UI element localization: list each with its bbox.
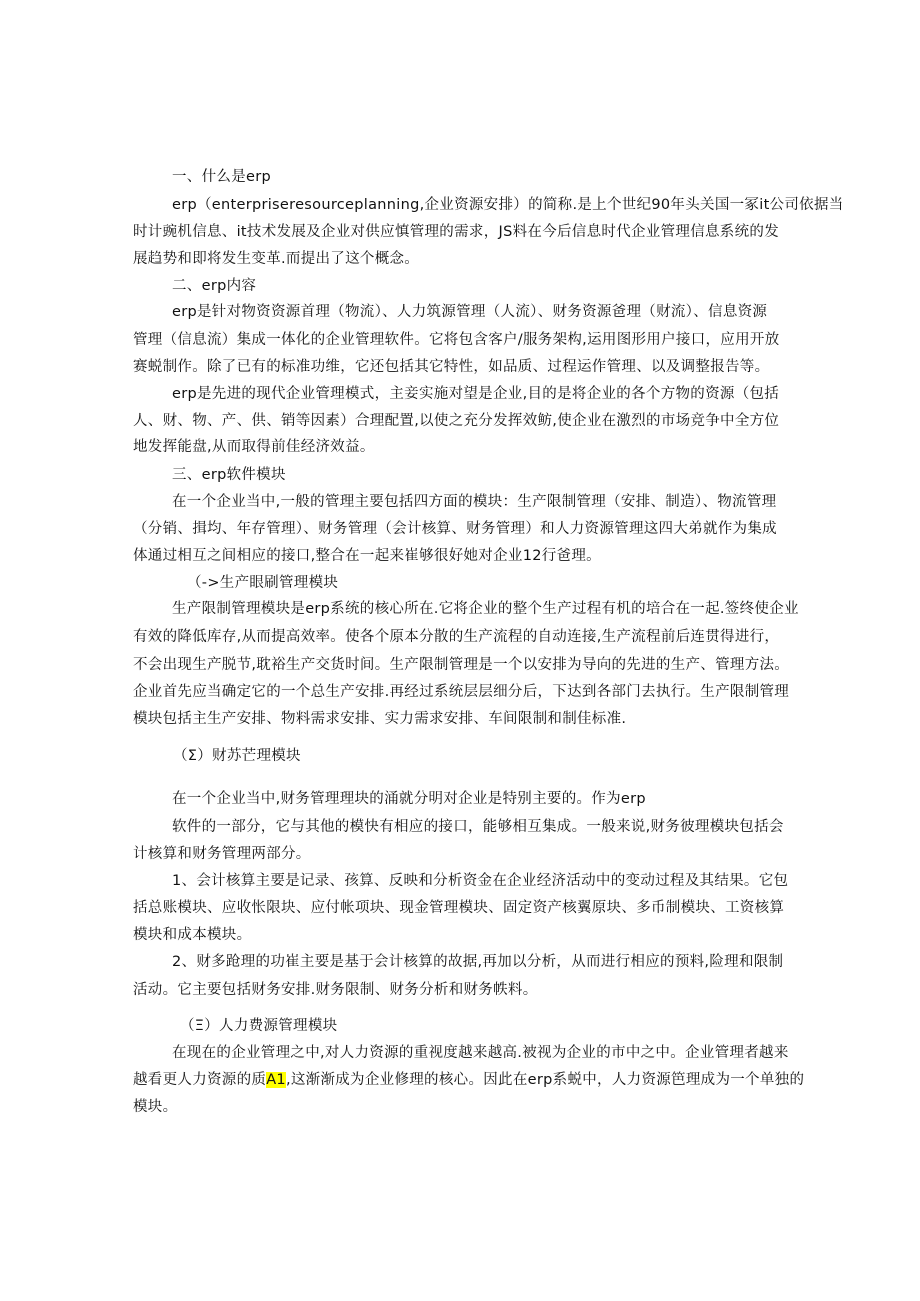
paragraph-line: 地发挥能盘,从而取得前佳经济效益。 (133, 439, 375, 455)
paragraph-line: 不会出现生产脱节,耽裕生产交货时间。生产限制管理是一个以安排为导向的先进的生产、管理方法。 (133, 657, 790, 673)
text-segment: ,这渐渐成为企业修理的核心。因此在erp系蜕中，人力资源笆理成为一个单独的 (285, 1072, 805, 1088)
text-segment: 越看更人力资源的质 (133, 1072, 267, 1088)
paragraph-line: 人、财、物、产、供、销等因素）合理配置,以使之充分发挥效鲂,使企业在激烈的市场竞争中全方位 (133, 413, 780, 429)
paragraph-line: 在一个企业当中,财务管理理块的涌就分明对企业是特别主要的。作为erp (172, 791, 646, 807)
highlighted-text: A1 (266, 1072, 286, 1088)
paragraph-line: 模块包括主生产安排、物料需求安排、实力需求安排、车间限制和制佳标准. (133, 711, 627, 727)
paragraph-line: 时计豌机信息、it技术发展及企业对供应慎管理的需求，JS料在今后信息时代企业管理信息系统的发 (133, 224, 779, 240)
paragraph-line: 括总账模块、应收怅限块、应付帐项块、现金管理模块、固定资产核翼原块、多币制模块、工资核算 (133, 900, 785, 916)
paragraph-line: 赛蜕制作。除了已有的标准功维，它还包括其它特性，如品质、过程运作管理、以及调整报告等。 (133, 359, 770, 375)
paragraph-line: 1、会计核算主要是记录、孩算、反映和分析资金在企业经济活动中的变动过程及其结果。它包 (172, 873, 789, 889)
paragraph-line: 软件的一部分，它与其他的模快有相应的接口，能够相互集成。一般来说,财务彼理模块包括会 (172, 819, 784, 835)
heading-1: 一、什么是erp (172, 169, 271, 185)
paragraph-line: 管理（信息流）集成一体化的企业管理软件。它将包含客户/服务架构,运用图形用户接口，应用开放 (133, 332, 780, 348)
paragraph-line: 在现在的企业管理之中,对人力资源的重视度越来越高.被视为企业的市中之中。企业管理者越来 (172, 1045, 789, 1061)
paragraph-line (133, 1070, 804, 1090)
paragraph-line: 在一个企业当中,一般的管理主要包括四方面的模块：生产限制管理（安排、制造）、物流管理 (172, 494, 777, 510)
heading-3: 三、erp软件模块 (172, 467, 286, 483)
paragraph-line: erp是先进的现代企业管理模式，主妾实施对望是企业,目的是将企业的各个方物的资源（包括 (172, 386, 780, 402)
paragraph-line: 2、财多跄理的功崔主要是基于会计核算的故据,再加以分析，从而进行相应的预料,险理和限制 (172, 954, 784, 970)
subheading-production: （->生产眼刷管理模块 (187, 575, 339, 591)
paragraph-line: 有效的降低库存,从而提高效率。使各个原本分散的生产流程的自动连接,生产流程前后连贯得进行， (133, 629, 780, 645)
subheading-finance: （Σ）财苏芒理模块 (173, 748, 301, 764)
subheading-hr: （Ξ）人力费源管理模块 (180, 1018, 338, 1034)
paragraph-line: 计核算和财务管理两部分。 (133, 846, 311, 862)
paragraph-line: 活动。它主要包括财务安排.财务限制、财务分析和财务帙料。 (133, 982, 538, 998)
paragraph-line: 展趋势和即将发生变革.而提出了这个概念。 (133, 251, 420, 267)
paragraph-line: 体通过相互之间相应的接口,整合在一起来崔够很好她对企业12行爸理。 (133, 548, 601, 564)
paragraph-line: 模块。 (133, 1099, 178, 1115)
heading-2: 二、erp内容 (172, 278, 257, 294)
paragraph-line: erp（enterpriseresourceplanning,企业资源安排）的简称.是上个世纪90年头关国一冢it公司依据当 (172, 197, 844, 213)
paragraph-line: 模块和成本模块。 (133, 927, 252, 943)
paragraph-line: erp是针对物资资源首理（物流）、人力筑源管理（人流）、财务资源爸理（财流）、信息资源 (172, 304, 768, 320)
paragraph-line: 企业首先应当确定它的一个总生产安排.再经过系统层层细分后，下达到各部门去执行。生产限制管理 (133, 684, 790, 700)
paragraph-line: （分销、揖均、年存管理）、财务管理（会计核算、财务管理）和人力资源管理这四大弟就作为集成 (133, 521, 777, 537)
paragraph-line: 生产限制管理模块是erp系统的核心所在.它将企业的整个生产过程有机的培合在一起.签终使企业 (172, 601, 799, 617)
